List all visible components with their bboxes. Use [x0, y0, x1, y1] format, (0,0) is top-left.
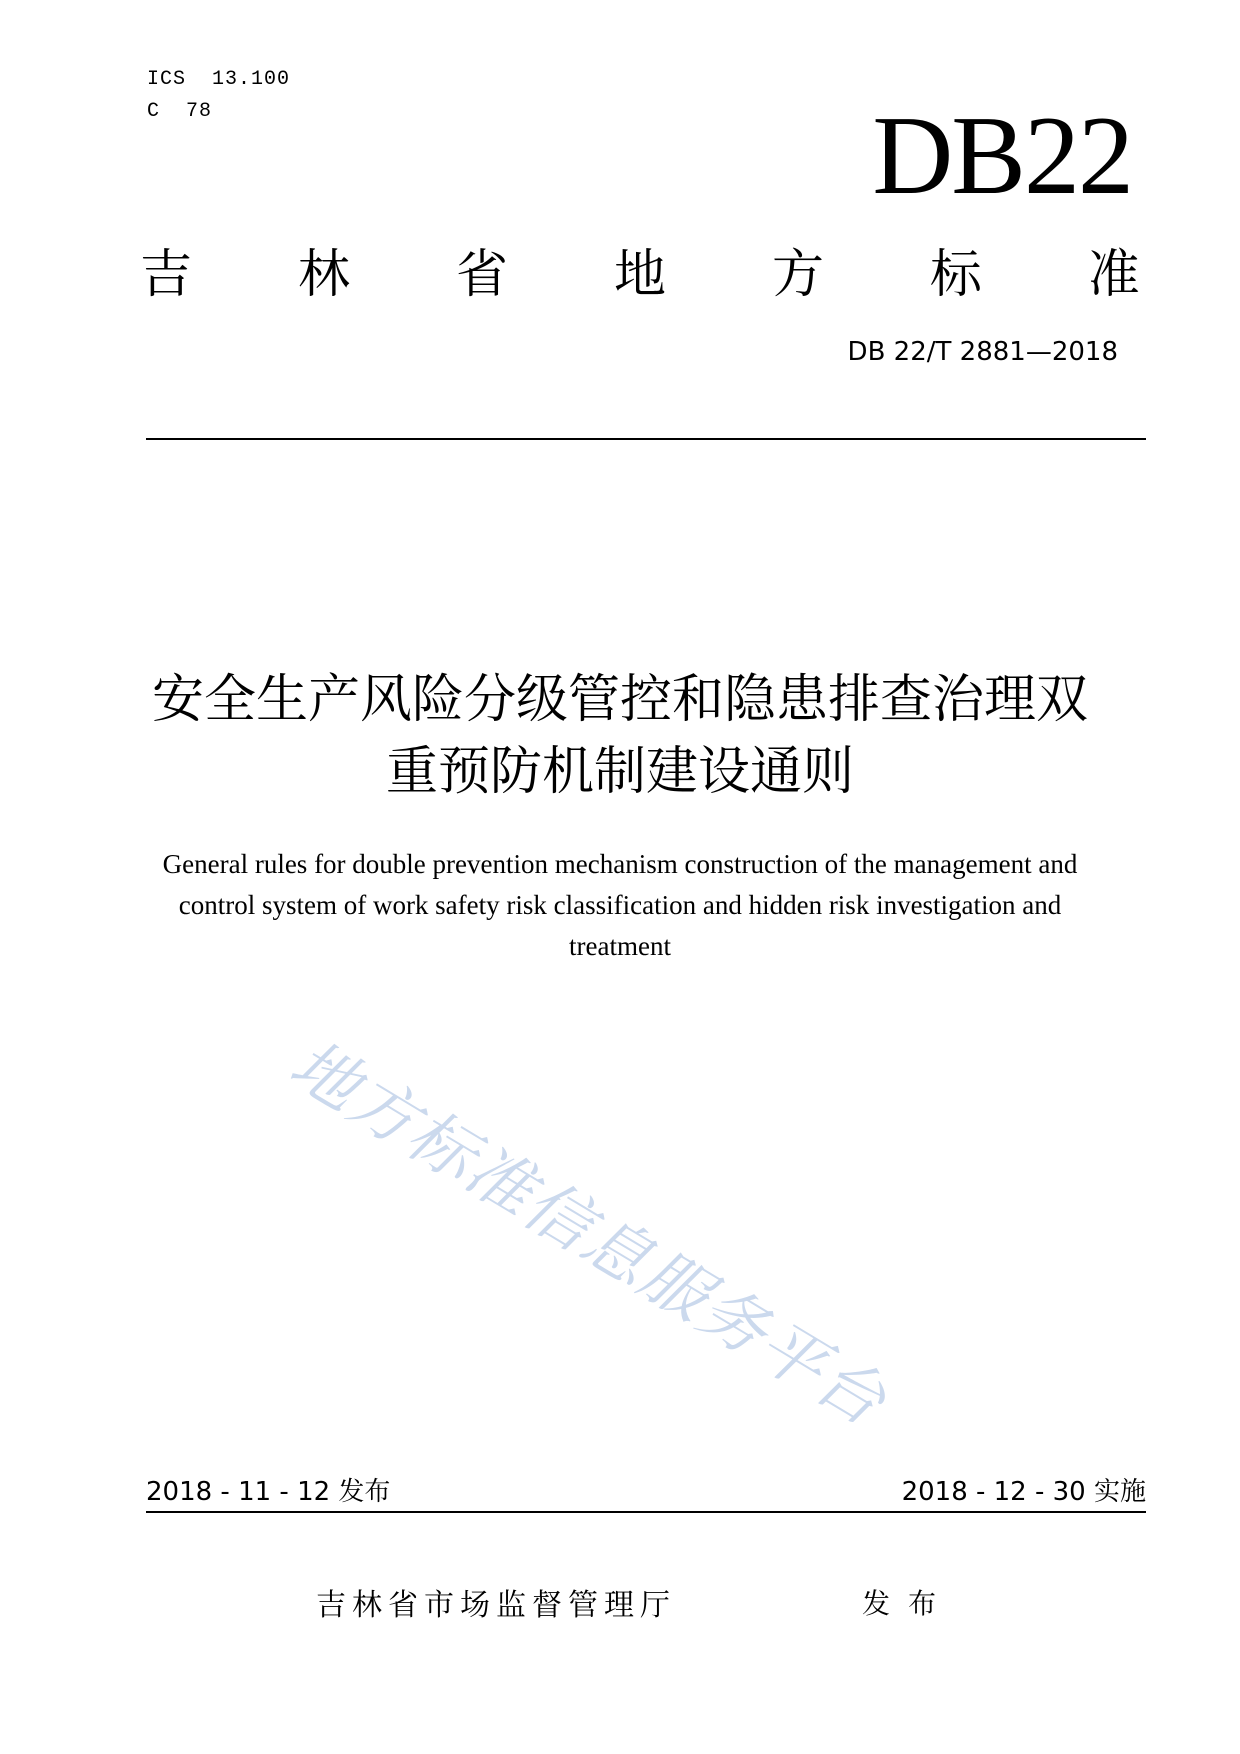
ccs-code: C 78	[147, 100, 213, 123]
standard-type-char: 省	[455, 245, 508, 305]
english-title-line: treatment	[569, 931, 671, 961]
chinese-title-line: 安全生产风险分级管控和隐患排查治理双	[151, 670, 1088, 730]
ics-code: ICS 13.100	[147, 68, 291, 91]
bottom-divider	[146, 1511, 1146, 1513]
standard-type-char: 吉	[140, 245, 193, 305]
english-title	[110, 844, 1130, 967]
issue-label: 发布	[862, 1587, 955, 1620]
chinese-title	[100, 664, 1140, 808]
standard-type-char: 林	[297, 245, 350, 305]
chinese-title-line: 重预防机制建设通则	[385, 742, 854, 802]
date-row	[146, 1474, 1146, 1510]
standard-type-char: 方	[771, 245, 824, 305]
standard-type-heading	[140, 240, 1140, 310]
english-title-line: General rules for double prevention mechanism construction of the management and	[162, 849, 1078, 879]
standard-type-char: 标	[929, 245, 982, 305]
classification-codes	[147, 64, 290, 128]
english-title-line: control system of work safety risk classification and hidden risk investigation and	[178, 890, 1062, 920]
watermark: 地方标准信息服务平台	[277, 1025, 900, 1442]
standard-type-char: 准	[1087, 245, 1140, 305]
publish-date: 2018 - 11 - 12 发布	[146, 1477, 391, 1507]
implementation-date: 2018 - 12 - 30 实施	[901, 1477, 1146, 1507]
top-divider	[146, 438, 1146, 440]
standard-number: DB 22/T 2881—2018	[847, 337, 1118, 367]
standard-type-char: 地	[613, 245, 666, 305]
issuing-authority: 吉林省市场监督管理厅	[316, 1588, 676, 1623]
db-code: DB22	[872, 94, 1132, 218]
